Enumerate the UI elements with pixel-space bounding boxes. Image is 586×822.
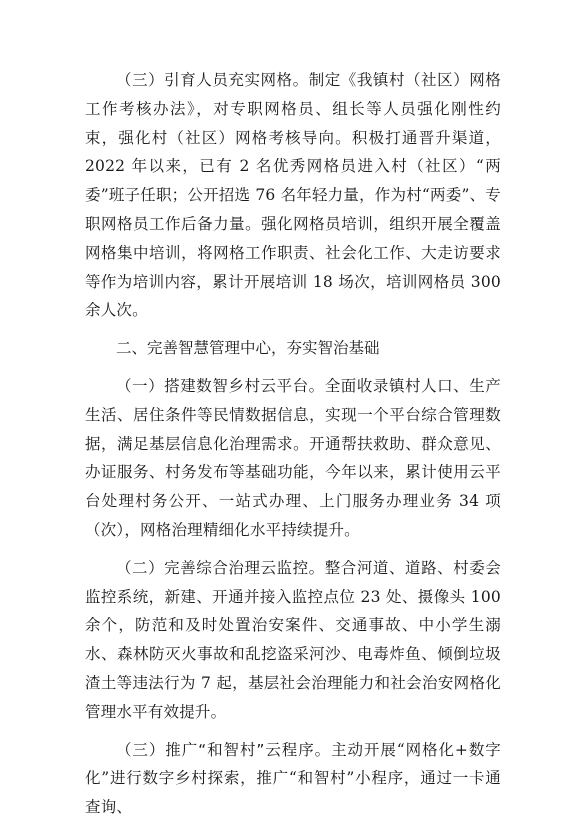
paragraph-lead: （二）完善综合治理云监控。 [116,558,325,577]
paragraph-mini-program [85,736,501,822]
paragraph-lead: （三）引育人员充实网格。 [116,71,309,89]
paragraph-body: 整合河道、道路、村委会监控系统，新建、开通并接入监控点位 23 处、摄像头 100 余个，防范和及时处置治安案件、交通事故、中小学生溺水、森林防灭火事故和乱挖盗采河沙、电毒炸鱼、倾倒垃圾渣土等违法行为 7 起，基层社会治理能力和社会治安网格化管理水平有效提升。 [85,558,501,721]
paragraph-cloud-monitoring [85,554,501,727]
section-heading: 二、完善智慧管理中心，夯实智治基础 [116,339,380,358]
paragraph-cloud-platform [85,372,501,545]
document-page [85,66,501,822]
paragraph-body: 主动开展“网格化+数字化”进行数字乡村探索，推广“和智村”小程序，通过一卡通查询、 [85,740,501,817]
paragraph-cultivate-personnel [85,66,501,325]
paragraph-lead: （三）推广“和智村”云程序。 [116,740,332,759]
paragraph-lead: （一）搭建数智乡村云平台。 [116,376,325,395]
paragraph-body: 制定《我镇村（社区）网格工作考核办法》，对专职网格员、组长等人员强化刚性约束，强化村（社区）网格考核导向。积极打通晋升渠道，2022 年以来，已有 2 名优秀网格员进入村（社区）“两委”班子任职；公开招选 76 名年轻力量，作为村“两委”、专职网格员工作后备力量。强化网格员培训，组织开展全覆盖网格集中培训，将网格工作职责、社会化工作、大走访要求等作为培训内容，累计开展培训 18 场次，培训网格员 300 余人次。 [85,71,502,320]
paragraph-body: 全面收录镇村人口、生产生活、居住条件等民情数据信息，实现一个平台综合管理数据，满足基层信息化治理需求。开通帮扶救助、群众意见、办证服务、村务发布等基础功能，今年以来，累计使用云平台处理村务公开、一站式办理、上门服务办理业务 34 项（次），网格治理精细化水平持续提升。 [85,376,501,539]
